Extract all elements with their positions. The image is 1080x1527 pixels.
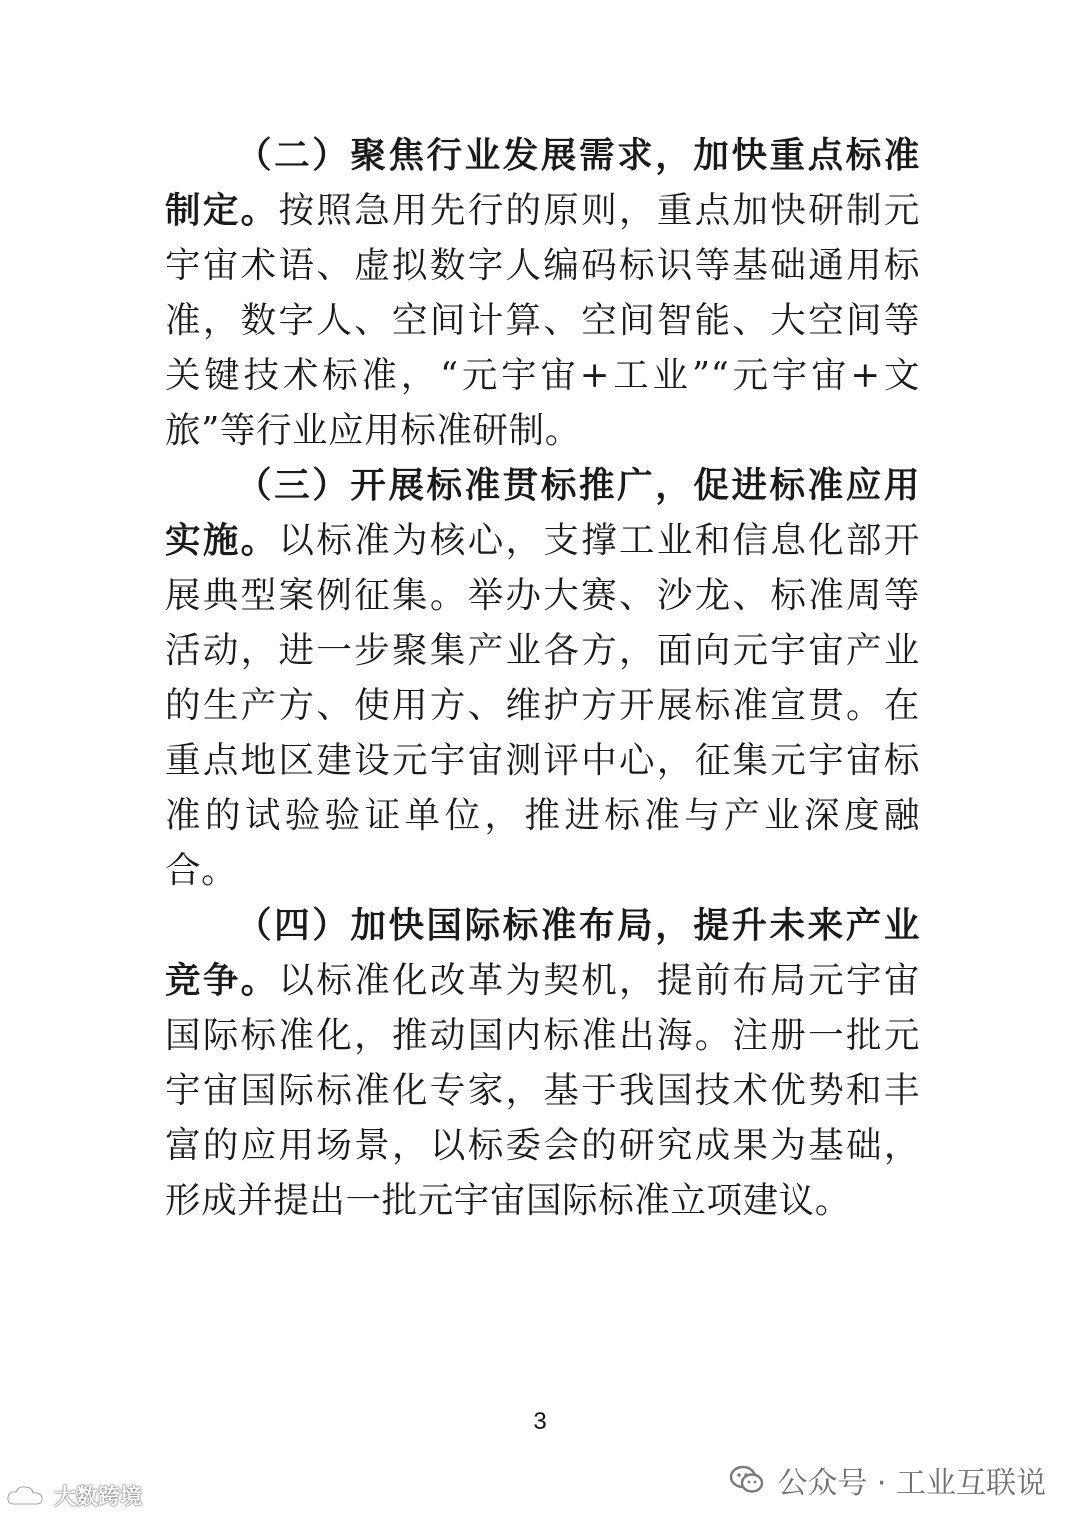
page-number: 3	[533, 1408, 547, 1435]
site-watermark-text: 大数跨境	[54, 1485, 143, 1510]
document-body	[165, 128, 920, 1228]
paragraph-3	[165, 458, 920, 898]
paragraph-heading: （三）开展标准贯标推广，促进标准应用实施。	[165, 465, 920, 561]
wechat-watermark	[729, 1458, 1046, 1502]
paragraph-heading: （四）加快国际标准布局，提升未来产业竞争。	[165, 905, 920, 1001]
wechat-icon	[729, 1465, 765, 1495]
paragraph-2	[165, 128, 920, 458]
paragraph-text: 按照急用先行的原则，重点加快研制元宇宙术语、虚拟数字人编码标识等基础通用标准，数字人、空间计算、空间智能、大空间等关键技术标准，“元宇宙+工业”“元宇宙+文旅”等行业应用标准研制。	[165, 190, 920, 451]
paragraph-heading: （二）聚焦行业发展需求，加快重点标准制定。	[165, 135, 920, 231]
paragraph-text: 以标准化改革为契机，提前布局元宇宙国际标准化，推动国内标准出海。注册一批元宇宙国际标准化专家，基于我国技术优势和丰富的应用场景，以标委会的研究成果为基础，形成并提出一批元宇宙国际标准立项建议。	[165, 960, 920, 1221]
wechat-watermark-text: 公众号 · 工业互联说	[777, 1466, 1046, 1501]
paragraph-4	[165, 898, 920, 1228]
cloud-logo-icon	[6, 1484, 48, 1508]
site-watermark	[6, 1480, 142, 1511]
paragraph-text: 以标准为核心，支撑工业和信息化部开展典型案例征集。举办大赛、沙龙、标准周等活动，进一步聚集产业各方，面向元宇宙产业的生产方、使用方、维护方开展标准宣贯。在重点地区建设元宇宙测评中心，征集元宇宙标准的试验验证单位，推进标准与产业深度融合。	[165, 520, 920, 891]
